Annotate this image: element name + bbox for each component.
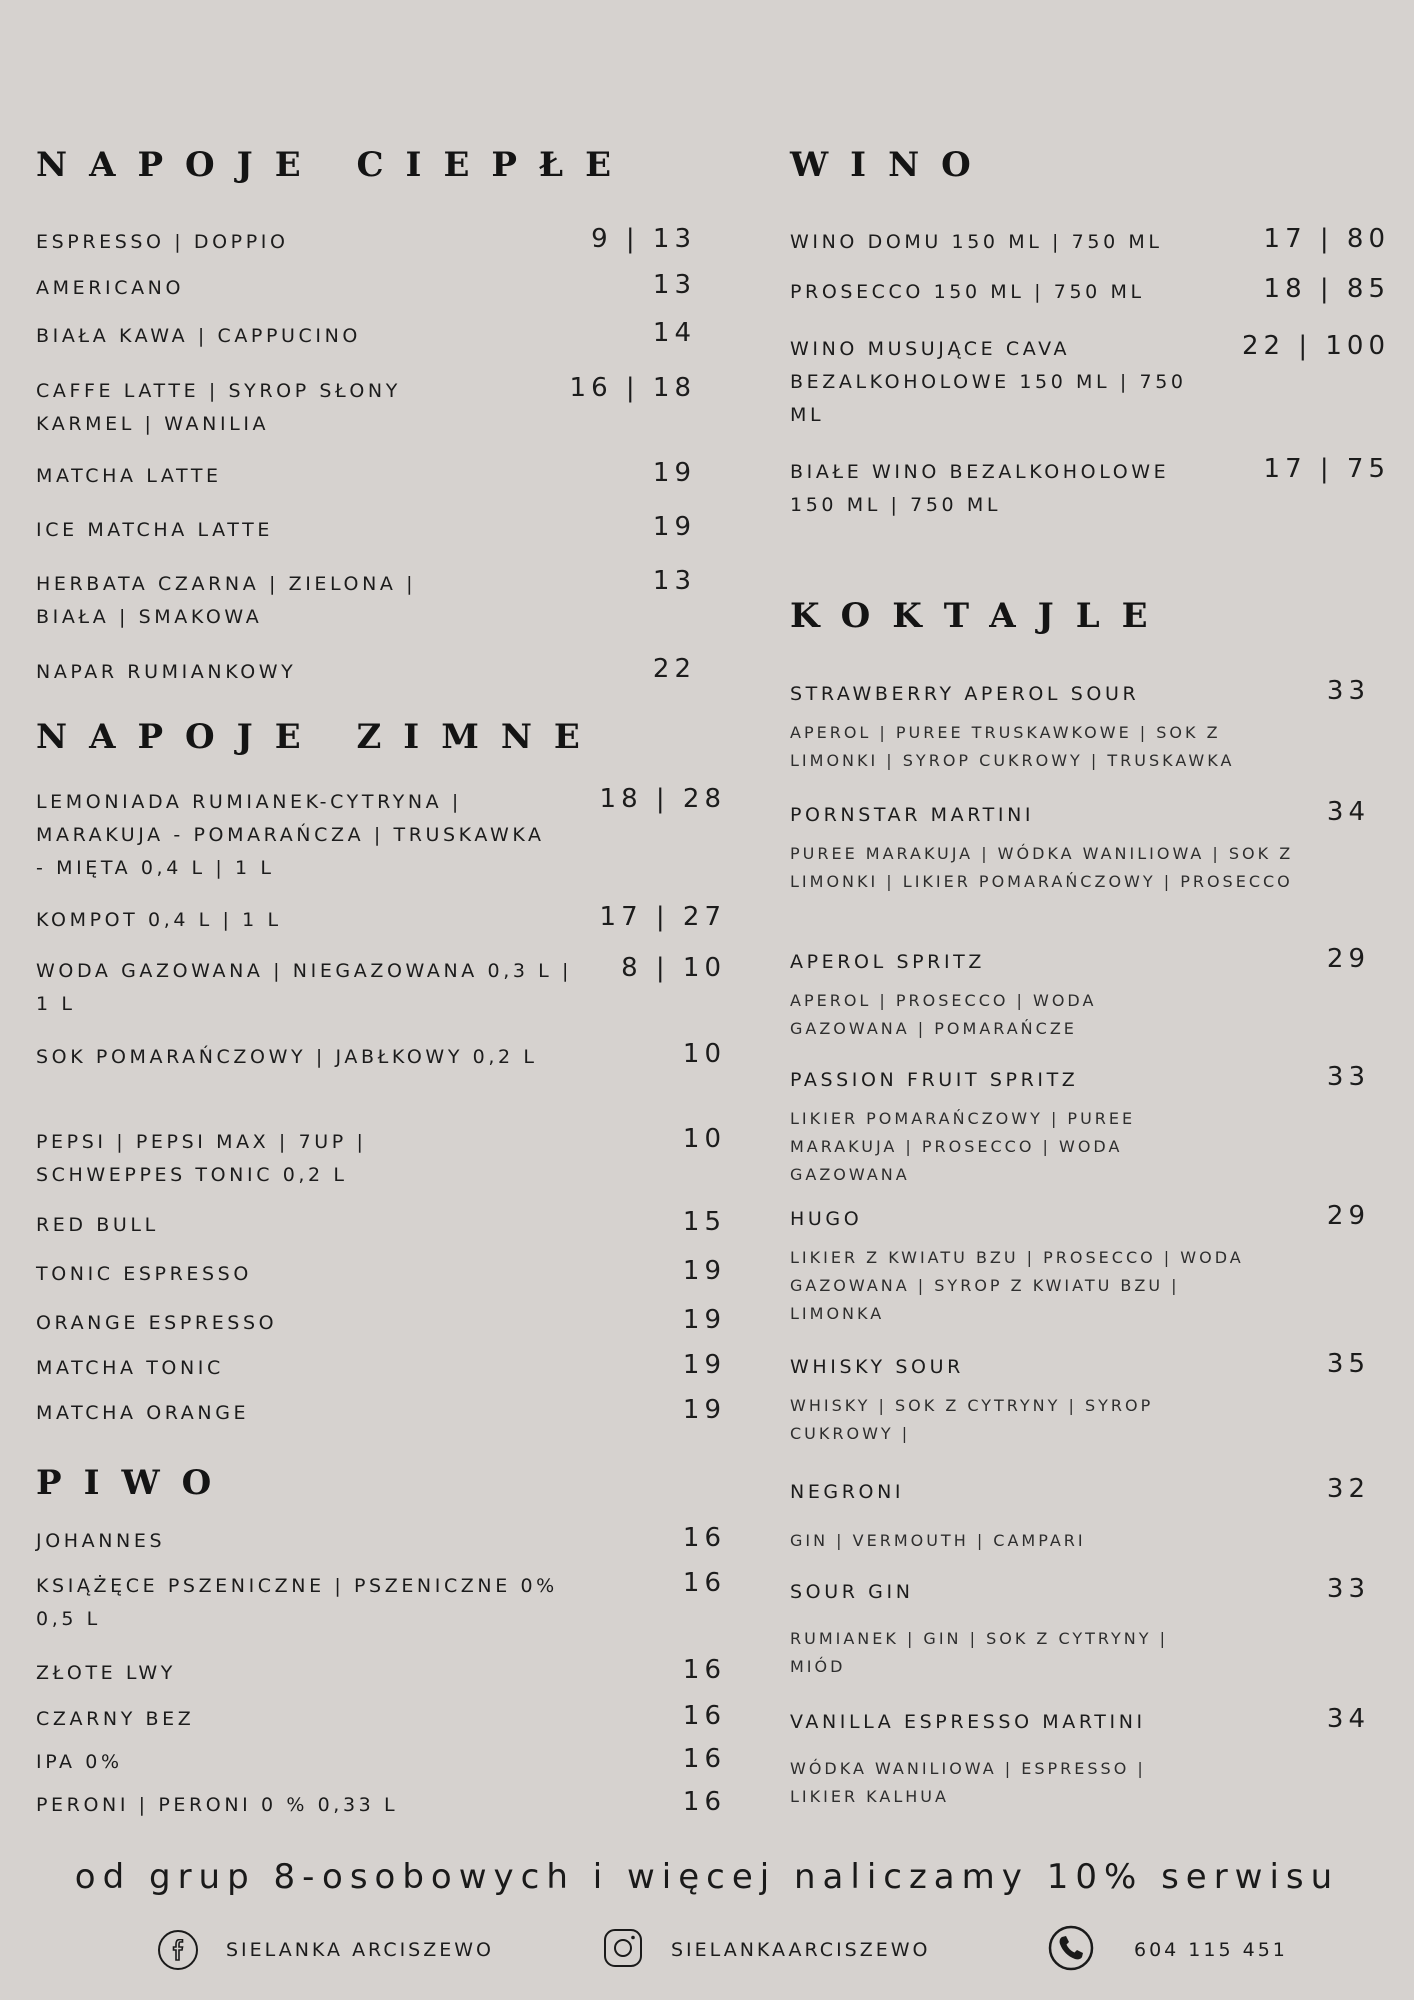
menu-item xyxy=(36,1041,726,1074)
facebook-icon xyxy=(158,1930,198,1970)
item-name: WINO MUSUJĄCE CAVA BEZALKOHOLOWE 150 ML | 750 ML xyxy=(790,338,1187,426)
item-name: MATCHA ORANGE xyxy=(36,1402,250,1424)
menu-item xyxy=(790,226,1390,259)
item-price: 33 xyxy=(1326,676,1370,706)
instagram-icon xyxy=(603,1928,643,1972)
item-name: PEPSI | PEPSI MAX | 7UP | SCHWEPPES TONIC 0,2 L xyxy=(36,1131,367,1186)
menu-item xyxy=(790,946,1370,1043)
menu-item xyxy=(790,456,1390,522)
menu-item xyxy=(36,1397,726,1430)
item-description: LIKIER POMARAŃCZOWY | PUREE MARAKUJA | PROSECCO | WODA GAZOWANA xyxy=(790,1109,1136,1184)
item-price: 34 xyxy=(1326,797,1370,827)
menu-item xyxy=(790,1576,1370,1681)
item-price: 9 | 13 xyxy=(591,224,696,254)
menu-item xyxy=(790,1476,1370,1555)
item-price: 10 xyxy=(682,1124,726,1154)
menu-item xyxy=(36,1525,726,1558)
menu-item xyxy=(36,375,696,441)
item-price: 29 xyxy=(1326,1201,1370,1231)
item-name: KOMPOT 0,4 L | 1 L xyxy=(36,909,282,931)
menu-item xyxy=(36,460,696,493)
menu-item xyxy=(36,1209,726,1242)
item-name: AMERICANO xyxy=(36,277,185,299)
item-price: 10 xyxy=(682,1039,726,1069)
item-name: PORNSTAR MARTINI xyxy=(790,804,1035,826)
menu-item xyxy=(790,1203,1370,1328)
service-charge-note: od grup 8-osobowych i więcej naliczamy 10% serwisu xyxy=(74,1857,1340,1897)
facebook-contact[interactable] xyxy=(158,1927,494,1973)
item-price: 19 xyxy=(652,512,696,542)
item-description: LIKIER Z KWIATU BZU | PROSECCO | WODA GAZOWANA | SYROP Z KWIATU BZU | LIMONKA xyxy=(790,1248,1244,1323)
item-price: 32 xyxy=(1326,1474,1370,1504)
item-name: PROSECCO 150 ML | 750 ML xyxy=(790,281,1145,303)
section-title-napoje-zimne: NAPOJE ZIMNE xyxy=(36,717,602,757)
item-name: KSIĄŻĘCE PSZENICZNE | PSZENICZNE 0% 0,5 L xyxy=(36,1575,558,1630)
menu-item xyxy=(36,1570,726,1636)
item-name: PASSION FRUIT SPRITZ xyxy=(790,1069,1079,1091)
item-price: 16 xyxy=(682,1523,726,1553)
item-price: 29 xyxy=(1326,944,1370,974)
item-price: 17 | 75 xyxy=(1263,454,1390,484)
section-title-wino: WINO xyxy=(790,145,993,185)
item-price: 16 | 18 xyxy=(569,373,696,403)
item-name: WINO DOMU 150 ML | 750 ML xyxy=(790,231,1163,253)
menu-item xyxy=(36,568,696,634)
item-name: BIAŁE WINO BEZALKOHOLOWE 150 ML | 750 ML xyxy=(790,461,1170,516)
menu-item xyxy=(36,226,696,259)
item-name: WODA GAZOWANA | NIEGAZOWANA 0,3 L | 1 L xyxy=(36,960,572,1015)
item-name: ESPRESSO | DOPPIO xyxy=(36,231,289,253)
menu-item xyxy=(36,1789,726,1822)
item-name: ZŁOTE LWY xyxy=(36,1662,176,1684)
item-price: 19 xyxy=(652,458,696,488)
item-price: 14 xyxy=(652,318,696,348)
facebook-label: SIELANKA ARCISZEWO xyxy=(226,1939,495,1961)
item-name: APEROL SPRITZ xyxy=(790,951,985,973)
menu-item xyxy=(790,1064,1370,1189)
menu-item xyxy=(36,656,696,689)
item-name: SOK POMARAŃCZOWY | JABŁKOWY 0,2 L xyxy=(36,1046,538,1068)
item-name: VANILLA ESPRESSO MARTINI xyxy=(790,1711,1146,1733)
menu-item xyxy=(36,1352,726,1385)
menu-item xyxy=(790,1706,1370,1811)
item-price: 16 xyxy=(682,1568,726,1598)
item-name: ORANGE ESPRESSO xyxy=(36,1312,278,1334)
menu-item xyxy=(36,1703,726,1736)
menu-item xyxy=(790,276,1390,309)
item-description: APEROL | PUREE TRUSKAWKOWE | SOK Z LIMONKI | SYROP CUKROWY | TRUSKAWKA xyxy=(790,723,1235,770)
item-description: RUMIANEK | GIN | SOK Z CYTRYNY | MIÓD xyxy=(790,1629,1168,1676)
item-price: 33 xyxy=(1326,1574,1370,1604)
item-name: BIAŁA KAWA | CAPPUCINO xyxy=(36,325,361,347)
instagram-label: SIELANKAARCISZEWO xyxy=(671,1939,931,1961)
menu-item xyxy=(36,1307,726,1340)
item-name: NEGRONI xyxy=(790,1481,905,1503)
item-price: 17 | 27 xyxy=(599,902,726,932)
menu-item xyxy=(36,1746,726,1779)
item-description: APEROL | PROSECCO | WODA GAZOWANA | POMARAŃCZE xyxy=(790,991,1097,1038)
item-name: ICE MATCHA LATTE xyxy=(36,519,273,541)
item-name: NAPAR RUMIANKOWY xyxy=(36,661,297,683)
item-price: 16 xyxy=(682,1655,726,1685)
item-name: CZARNY BEZ xyxy=(36,1708,195,1730)
item-price: 13 xyxy=(652,270,696,300)
menu-item xyxy=(36,786,726,885)
menu-item xyxy=(36,514,696,547)
item-name: TONIC ESPRESSO xyxy=(36,1263,252,1285)
item-name: CAFFE LATTE | SYROP SŁONY KARMEL | WANILIA xyxy=(36,380,401,435)
menu-item xyxy=(36,1657,726,1690)
section-title-koktajle: KOKTAJLE xyxy=(790,596,1170,636)
item-price: 19 xyxy=(682,1305,726,1335)
item-price: 18 | 28 xyxy=(599,784,726,814)
section-title-piwo: PIWO xyxy=(36,1463,234,1503)
item-price: 8 | 10 xyxy=(621,953,726,983)
menu-item xyxy=(790,1351,1370,1448)
item-price: 22 xyxy=(652,654,696,684)
item-price: 13 xyxy=(652,566,696,596)
phone-icon xyxy=(1048,1925,1094,1975)
item-name: MATCHA TONIC xyxy=(36,1357,224,1379)
item-description: WÓDKA WANILIOWA | ESPRESSO | LIKIER KALHUA xyxy=(790,1759,1146,1806)
item-price: 33 xyxy=(1326,1062,1370,1092)
item-name: JOHANNES xyxy=(36,1530,166,1552)
item-name: SOUR GIN xyxy=(790,1581,914,1603)
item-price: 19 xyxy=(682,1350,726,1380)
item-name: HUGO xyxy=(790,1208,863,1230)
item-price: 16 xyxy=(682,1744,726,1774)
item-name: MATCHA LATTE xyxy=(36,465,222,487)
item-price: 19 xyxy=(682,1395,726,1425)
item-name: HERBATA CZARNA | ZIELONA | BIAŁA | SMAKOWA xyxy=(36,573,417,628)
menu-item xyxy=(36,272,696,305)
phone-contact[interactable] xyxy=(1048,1927,1288,1973)
item-price: 19 xyxy=(682,1256,726,1286)
item-price: 34 xyxy=(1326,1704,1370,1734)
menu-item xyxy=(36,1258,726,1291)
item-price: 17 | 80 xyxy=(1263,224,1390,254)
item-price: 22 | 100 xyxy=(1242,331,1390,361)
item-price: 16 xyxy=(682,1787,726,1817)
menu-item xyxy=(790,333,1390,432)
item-name: PERONI | PERONI 0 % 0,33 L xyxy=(36,1794,399,1816)
item-name: WHISKY SOUR xyxy=(790,1356,964,1378)
item-price: 18 | 85 xyxy=(1263,274,1390,304)
instagram-contact[interactable] xyxy=(603,1927,931,1973)
menu-item xyxy=(790,678,1370,775)
item-price: 35 xyxy=(1326,1349,1370,1379)
menu-item xyxy=(790,799,1370,896)
item-name: IPA 0% xyxy=(36,1751,123,1773)
menu-item xyxy=(36,320,696,353)
item-name: STRAWBERRY APEROL SOUR xyxy=(790,683,1140,705)
item-name: LEMONIADA RUMIANEK-CYTRYNA | MARAKUJA - POMARAŃCZA | TRUSKAWKA - MIĘTA 0,4 L | 1 L xyxy=(36,791,545,879)
menu-item xyxy=(36,1126,726,1192)
item-description: PUREE MARAKUJA | WÓDKA WANILIOWA | SOK Z LIMONKI | LIKIER POMARAŃCZOWY | PROSECCO xyxy=(790,844,1294,891)
item-description: WHISKY | SOK Z CYTRYNY | SYROP CUKROWY | xyxy=(790,1396,1154,1443)
section-title-napoje-cieple: NAPOJE CIEPŁE xyxy=(36,145,633,185)
menu-item xyxy=(36,904,726,937)
item-price: 16 xyxy=(682,1701,726,1731)
item-description: GIN | VERMOUTH | CAMPARI xyxy=(790,1531,1086,1550)
item-name: RED BULL xyxy=(36,1214,159,1236)
item-price: 15 xyxy=(682,1207,726,1237)
phone-label: 604 115 451 xyxy=(1134,1939,1288,1961)
menu-item xyxy=(36,955,726,1021)
